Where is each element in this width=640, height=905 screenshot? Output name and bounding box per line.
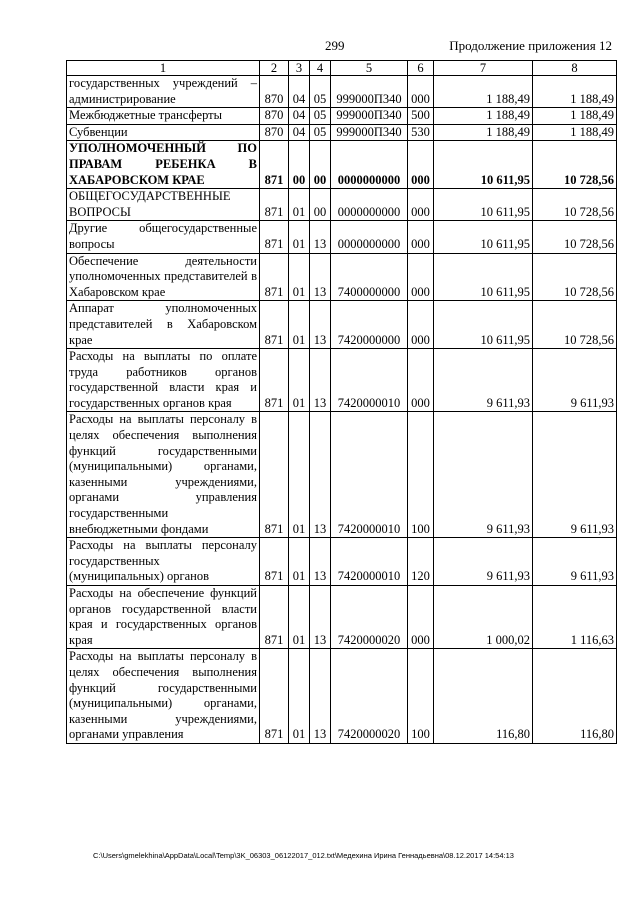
row-subsection-code: 00 [310, 189, 331, 221]
row-target-article: 7420000000 [331, 301, 408, 349]
row-section-code: 04 [289, 124, 310, 141]
row-target-article: 999000П340 [331, 108, 408, 125]
column-header: 2 [260, 61, 289, 76]
row-target-article: 0000000000 [331, 141, 408, 189]
row-ved-code: 870 [260, 76, 289, 108]
row-ved-code: 871 [260, 141, 289, 189]
row-name: УПОЛНОМОЧЕННЫЙ ПО ПРАВАМ РЕБЕНКА В ХАБАРОВСКОМ КРАЕ [67, 141, 260, 189]
row-subsection-code: 00 [310, 141, 331, 189]
row-subsection-code: 13 [310, 538, 331, 586]
page-number: 299 [325, 38, 345, 53]
row-subsection-code: 13 [310, 412, 331, 538]
row-subsection-code: 13 [310, 301, 331, 349]
footer-file-path: C:\Users\gmelekhina\AppData\Local\Temp\3K_06303_06122017_012.txt\Медехина Ирина Геннадьевна\08.12.2017 14:54:13 [93, 851, 514, 860]
row-amount-2018: 10 611,95 [434, 141, 533, 189]
budget-table [66, 60, 617, 744]
row-name: Субвенции [67, 124, 260, 141]
row-amount-2019: 116,80 [533, 649, 617, 744]
table-row [67, 586, 617, 649]
column-header: 1 [67, 61, 260, 76]
row-amount-2018: 1 188,49 [434, 124, 533, 141]
row-name: Другие общегосударственные вопросы [67, 221, 260, 253]
row-amount-2019: 10 728,56 [533, 253, 617, 301]
row-amount-2019: 9 611,93 [533, 412, 617, 538]
row-name: Расходы на выплаты персоналу в целях обеспечения выполнения функций государственными (муниципальными) органами, казенными учреждениями, органами управления государственными внебюджетными фондами [67, 412, 260, 538]
row-ved-code: 870 [260, 124, 289, 141]
row-expense-type: 000 [408, 221, 434, 253]
row-ved-code: 871 [260, 538, 289, 586]
row-amount-2018: 10 611,95 [434, 189, 533, 221]
table-row [67, 538, 617, 586]
row-amount-2018: 10 611,95 [434, 253, 533, 301]
row-name: Расходы на обеспечение функций органов государственной власти края и государственных органов края [67, 586, 260, 649]
row-target-article: 999000П340 [331, 76, 408, 108]
column-header: 6 [408, 61, 434, 76]
row-name: государственных учреждений – администрирование [67, 76, 260, 108]
row-target-article: 999000П340 [331, 124, 408, 141]
column-header: 8 [533, 61, 617, 76]
row-amount-2019: 9 611,93 [533, 349, 617, 412]
row-section-code: 01 [289, 586, 310, 649]
row-name: Межбюджетные трансферты [67, 108, 260, 125]
row-ved-code: 871 [260, 221, 289, 253]
row-expense-type: 000 [408, 301, 434, 349]
table-row [67, 108, 617, 125]
row-expense-type: 000 [408, 253, 434, 301]
row-subsection-code: 13 [310, 253, 331, 301]
row-name: Расходы на выплаты персоналу государственных (муниципальных) органов [67, 538, 260, 586]
row-section-code: 01 [289, 412, 310, 538]
row-amount-2019: 10 728,56 [533, 189, 617, 221]
table-body [67, 76, 617, 744]
row-amount-2019: 10 728,56 [533, 301, 617, 349]
column-header: 3 [289, 61, 310, 76]
table-row [67, 349, 617, 412]
row-ved-code: 870 [260, 108, 289, 125]
row-target-article: 0000000000 [331, 189, 408, 221]
row-amount-2018: 9 611,93 [434, 412, 533, 538]
row-expense-type: 530 [408, 124, 434, 141]
table-row [67, 649, 617, 744]
row-name: Обеспечение деятельности уполномоченных представителей в Хабаровском крае [67, 253, 260, 301]
table-row [67, 253, 617, 301]
row-amount-2019: 1 188,49 [533, 76, 617, 108]
row-expense-type: 000 [408, 189, 434, 221]
row-expense-type: 500 [408, 108, 434, 125]
row-target-article: 7420000020 [331, 649, 408, 744]
row-ved-code: 871 [260, 349, 289, 412]
row-section-code: 04 [289, 76, 310, 108]
row-section-code: 01 [289, 349, 310, 412]
row-amount-2019: 1 116,63 [533, 586, 617, 649]
row-section-code: 01 [289, 649, 310, 744]
row-section-code: 01 [289, 221, 310, 253]
row-subsection-code: 13 [310, 649, 331, 744]
row-amount-2019: 10 728,56 [533, 221, 617, 253]
column-header: 7 [434, 61, 533, 76]
row-target-article: 7420000020 [331, 586, 408, 649]
row-amount-2018: 116,80 [434, 649, 533, 744]
table-row [67, 221, 617, 253]
row-amount-2018: 9 611,93 [434, 538, 533, 586]
table-row [67, 301, 617, 349]
row-ved-code: 871 [260, 301, 289, 349]
row-subsection-code: 13 [310, 586, 331, 649]
row-subsection-code: 05 [310, 76, 331, 108]
row-subsection-code: 05 [310, 108, 331, 125]
row-expense-type: 100 [408, 412, 434, 538]
row-name: ОБЩЕГОСУДАРСТВЕННЫЕ ВОПРОСЫ [67, 189, 260, 221]
row-amount-2018: 1 188,49 [434, 76, 533, 108]
row-expense-type: 000 [408, 586, 434, 649]
row-section-code: 01 [289, 253, 310, 301]
row-name: Расходы на выплаты персоналу в целях обеспечения выполнения функций государственными (муниципальными) органами, казенными учреждениями, органами управления [67, 649, 260, 744]
row-ved-code: 871 [260, 649, 289, 744]
row-ved-code: 871 [260, 586, 289, 649]
row-amount-2018: 10 611,95 [434, 301, 533, 349]
row-expense-type: 120 [408, 538, 434, 586]
row-target-article: 7420000010 [331, 349, 408, 412]
row-subsection-code: 13 [310, 349, 331, 412]
row-amount-2018: 10 611,95 [434, 221, 533, 253]
row-name: Расходы на выплаты по оплате труда работников органов государственной власти края и государственных органов края [67, 349, 260, 412]
row-expense-type: 000 [408, 349, 434, 412]
column-number-row [67, 61, 617, 76]
row-section-code: 04 [289, 108, 310, 125]
row-amount-2018: 1 188,49 [434, 108, 533, 125]
row-subsection-code: 13 [310, 221, 331, 253]
table-row [67, 412, 617, 538]
row-amount-2019: 1 188,49 [533, 124, 617, 141]
row-target-article: 7420000010 [331, 538, 408, 586]
row-ved-code: 871 [260, 189, 289, 221]
row-section-code: 00 [289, 141, 310, 189]
row-section-code: 01 [289, 538, 310, 586]
row-ved-code: 871 [260, 412, 289, 538]
row-amount-2018: 1 000,02 [434, 586, 533, 649]
table-row [67, 189, 617, 221]
row-amount-2019: 10 728,56 [533, 141, 617, 189]
row-amount-2019: 9 611,93 [533, 538, 617, 586]
row-expense-type: 000 [408, 141, 434, 189]
row-expense-type: 000 [408, 76, 434, 108]
column-header: 5 [331, 61, 408, 76]
row-amount-2018: 9 611,93 [434, 349, 533, 412]
row-section-code: 01 [289, 301, 310, 349]
row-amount-2019: 1 188,49 [533, 108, 617, 125]
row-target-article: 0000000000 [331, 221, 408, 253]
row-name: Аппарат уполномоченных представителей в Хабаровском крае [67, 301, 260, 349]
row-expense-type: 100 [408, 649, 434, 744]
row-section-code: 01 [289, 189, 310, 221]
continuation-caption: Продолжение приложения 12 [449, 38, 612, 53]
table-row [67, 76, 617, 108]
row-target-article: 7400000000 [331, 253, 408, 301]
table-row [67, 141, 617, 189]
column-header: 4 [310, 61, 331, 76]
row-target-article: 7420000010 [331, 412, 408, 538]
row-subsection-code: 05 [310, 124, 331, 141]
table-row [67, 124, 617, 141]
row-ved-code: 871 [260, 253, 289, 301]
